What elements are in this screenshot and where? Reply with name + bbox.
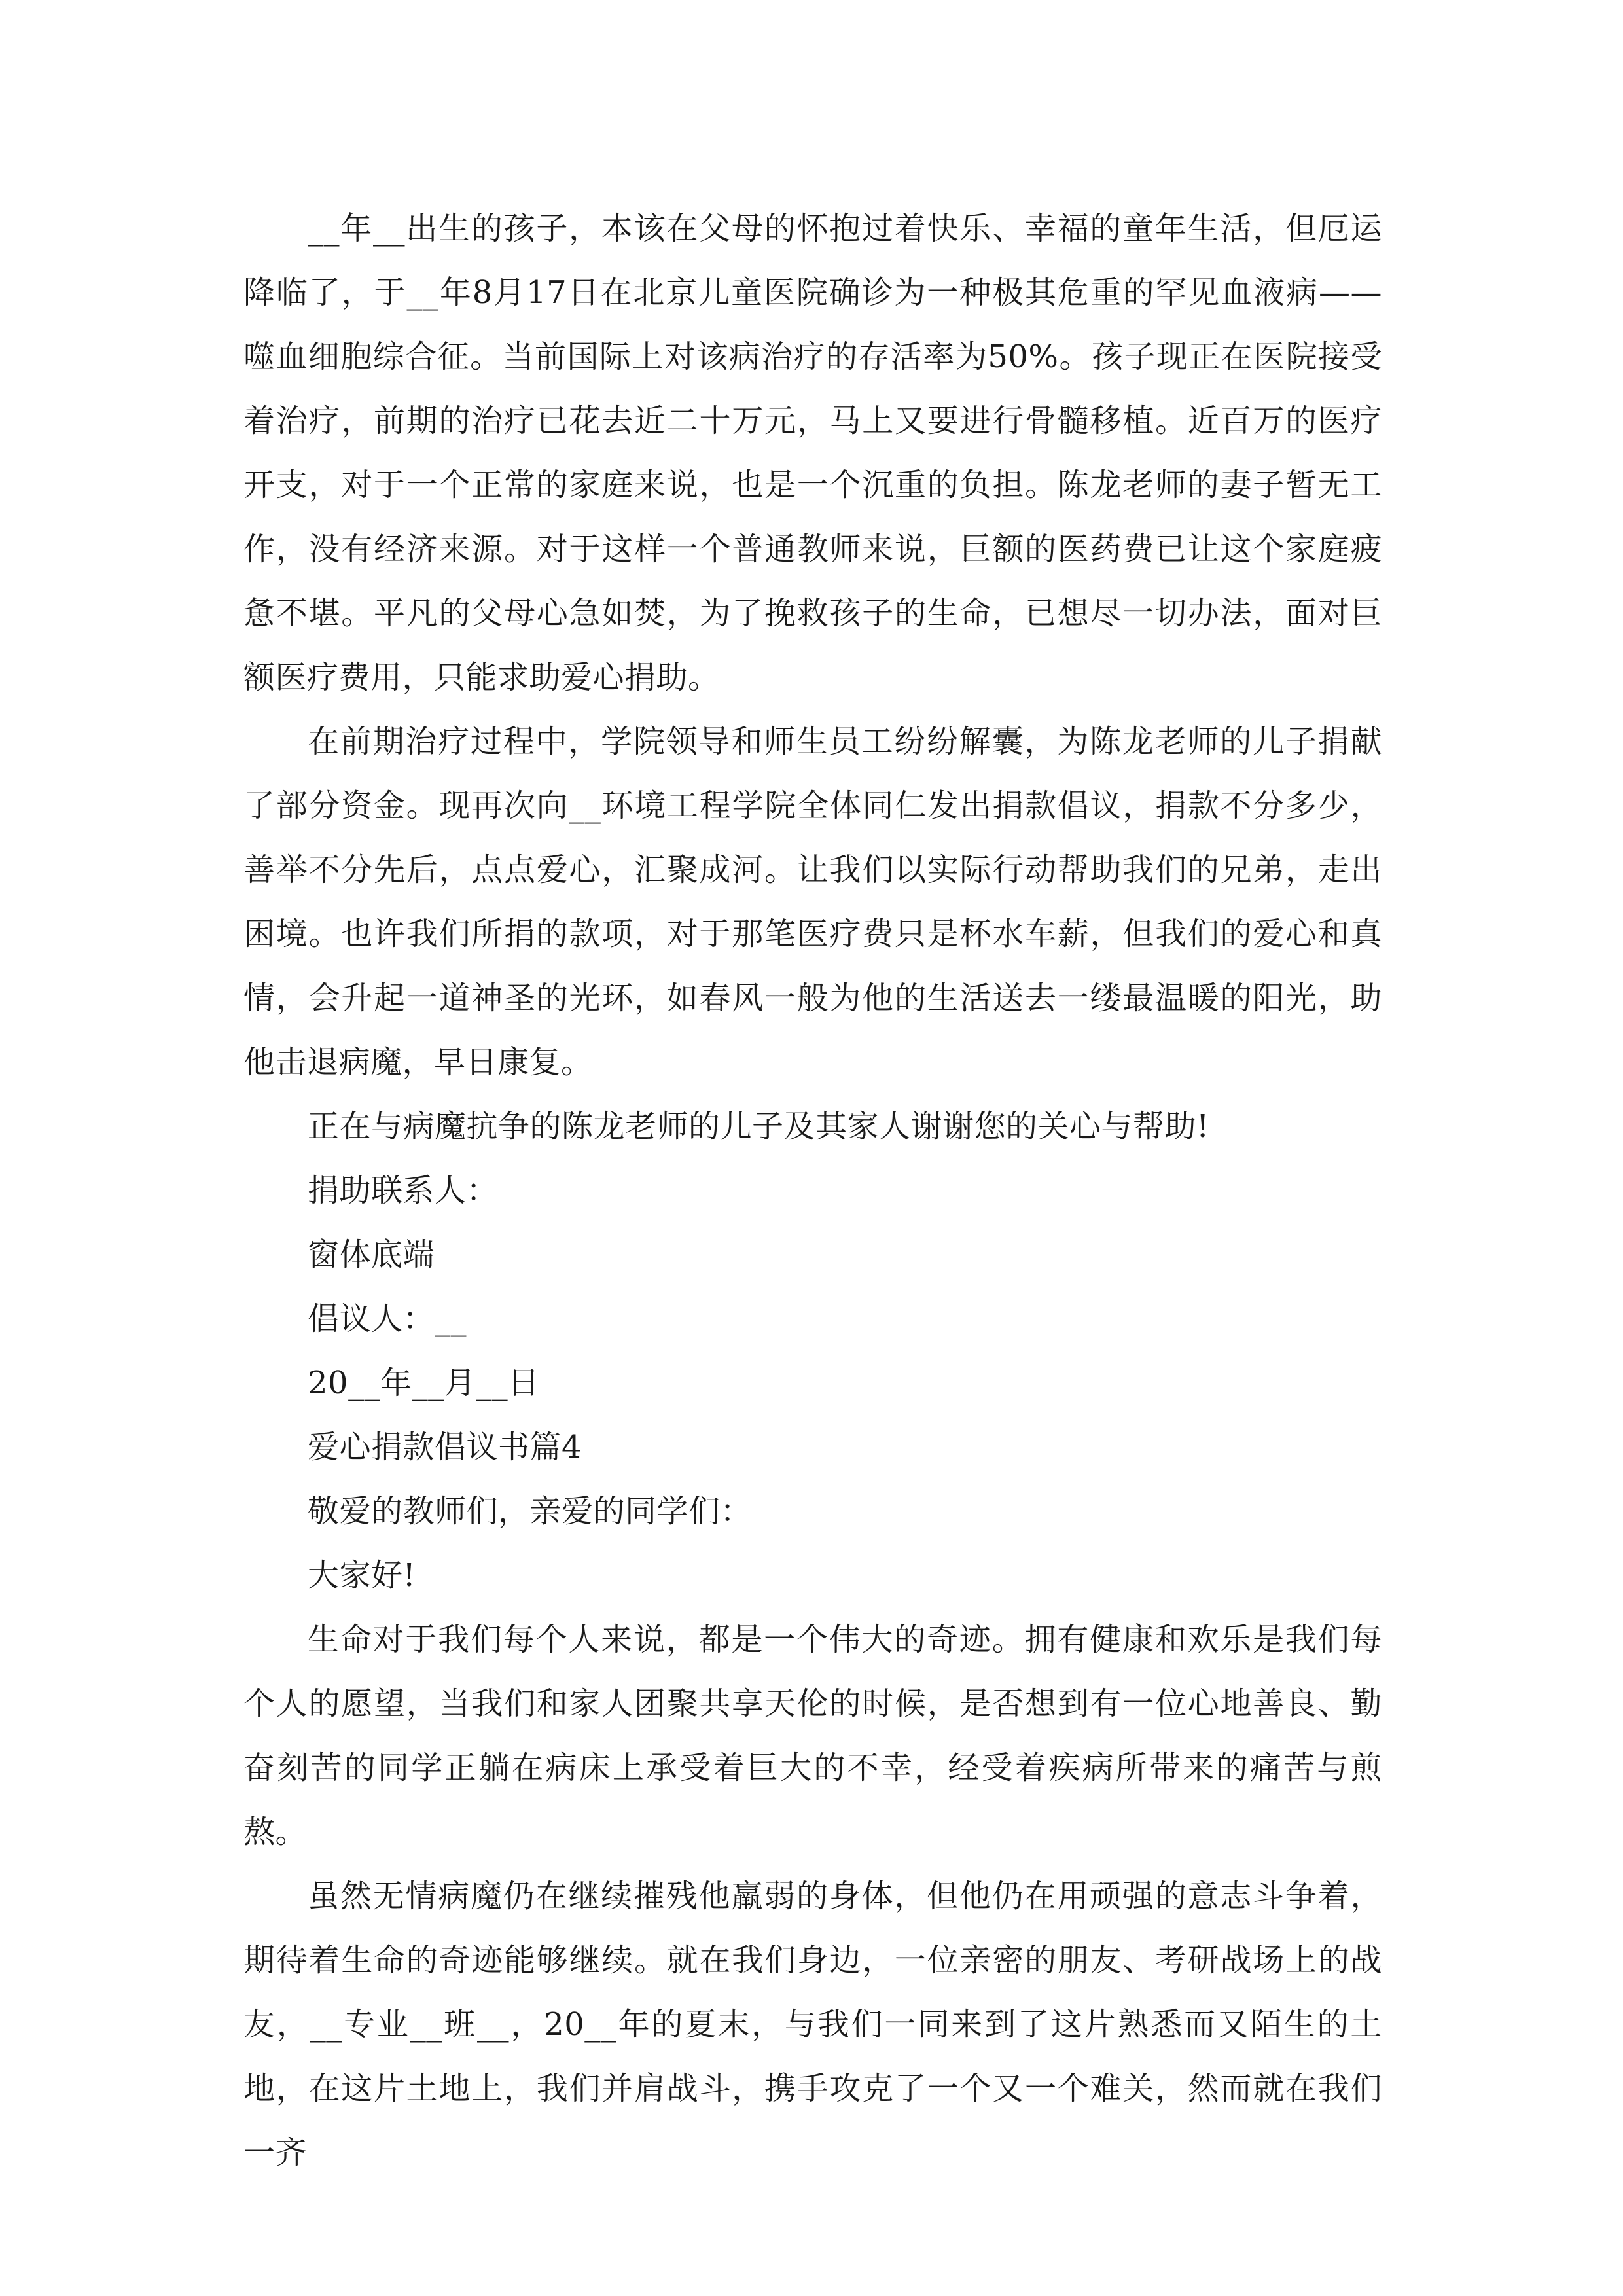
paragraph-thanks: 正在与病魔抗争的陈龙老师的儿子及其家人谢谢您的关心与帮助! bbox=[308, 1108, 1209, 1145]
paragraph-classmate-story: 虽然无情病魔仍在继续摧残他羸弱的身体，但他仍在用顽强的意志斗争着，期待着生命的奇迹能够继续。就在我们身边，一位亲密的朋友、考研战场上的战友，__专业__班__，20__年的夏末，与我们一同来到了这片熟悉而又陌生的土地，在这片土地上，我们并肩战斗，携手攻克了一个又一个难关，然而就在我们一齐 bbox=[243, 1878, 1382, 2171]
donation-contact-label: 捐助联系人： bbox=[308, 1172, 499, 1209]
initiator-line: 倡议人：__ bbox=[308, 1300, 467, 1337]
greeting: 大家好! bbox=[308, 1557, 416, 1594]
paragraph-donation-appeal: 在前期治疗过程中，学院领导和师生员工纷纷解囊，为陈龙老师的儿子捐献了部分资金。现再次向__环境工程学院全体同仁发出捐款倡议，捐款不分多少，善举不分先后，点点爱心，汇聚成河。让我们以实际行动帮助我们的兄弟，走出困境。也许我们所捐的款项，对于那笔医疗费只是杯水车薪，但我们的爱心和真情，会升起一道神圣的光环，如春风一般为他的生活送去一缕最温暖的阳光，助他击退病魔，早日康复。 bbox=[243, 723, 1382, 1081]
paragraph-life-miracle: 生命对于我们每个人来说，都是一个伟大的奇迹。拥有健康和欢乐是我们每个人的愿望，当我们和家人团聚共享天伦的时候，是否想到有一位心地善良、勤奋刻苦的同学正躺在病床上承受着巨大的不幸，经受着疾病所带来的痛苦与煎熬。 bbox=[243, 1621, 1382, 1850]
form-bottom-label: 窗体底端 bbox=[308, 1236, 435, 1273]
date-line: 20__年__月__日 bbox=[308, 1365, 540, 1401]
document-body bbox=[243, 196, 1382, 2185]
salutation: 敬爱的教师们，亲爱的同学们： bbox=[308, 1493, 753, 1530]
paragraph-child-illness: __年__出生的孩子，本该在父母的怀抱过着快乐、幸福的童年生活，但厄运降临了，于__年8月17日在北京儿童医院确诊为一种极其危重的罕见血液病——噬血细胞综合征。当前国际上对该病治疗的存活率为50%。孩子现正在医院接受着治疗，前期的治疗已花去近二十万元，马上又要进行骨髓移植。近百万的医疗开支，对于一个正常的家庭来说，也是一个沉重的负担。陈龙老师的妻子暂无工作，没有经济来源。对于这样一个普通教师来说，巨额的医药费已让这个家庭疲惫不堪。平凡的父母心急如焚，为了挽救孩子的生命，已想尽一切办法，面对巨额医疗费用，只能求助爱心捐助。 bbox=[243, 210, 1382, 696]
section-heading: 爱心捐款倡议书篇4 bbox=[308, 1429, 582, 1465]
